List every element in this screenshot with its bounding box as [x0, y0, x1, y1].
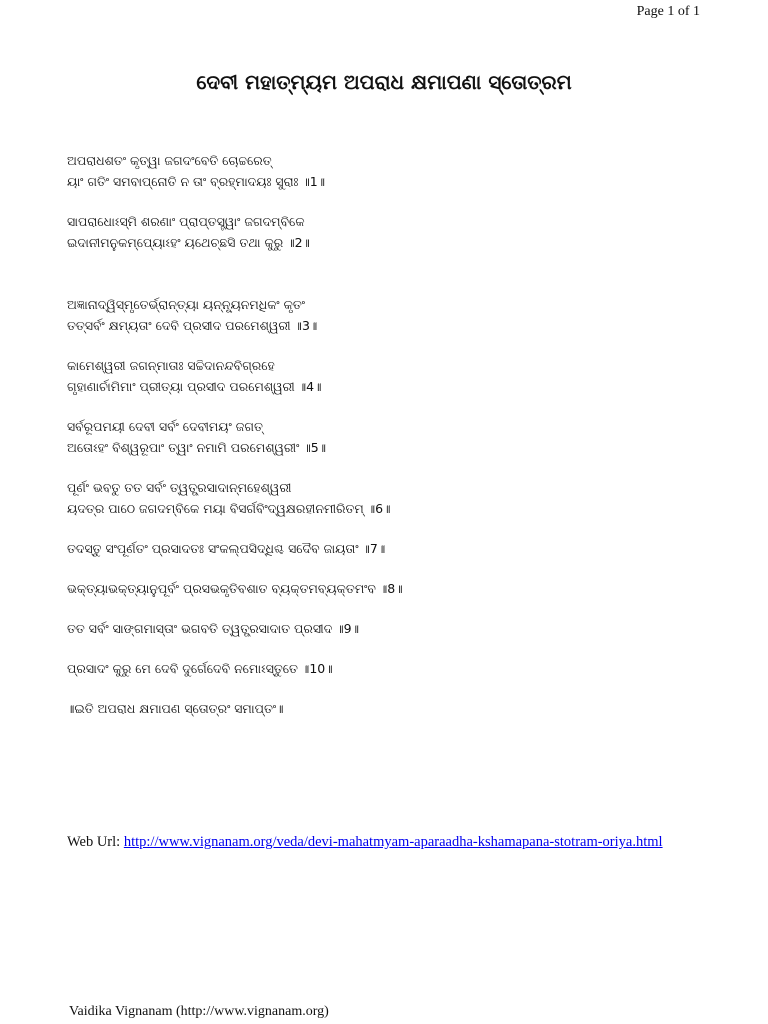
verse-2	[67, 211, 727, 253]
verse-line: ଅତୋଽହଂ ବିଶ୍ୱରୂପାଂ ତ୍ୱାଂ ନମାମି ପରମେଶ୍ୱରୀଂ ॥5॥	[67, 440, 327, 455]
verse-line: ଇଦାନୀମନୁକମ୍ପ୍ୟୋଽହଂ ୟଥେଚ୍ଛସି ତଥା କୁରୁ ॥2॥	[67, 235, 310, 250]
verse-line: ତତ୍ସର୍ବଂ କ୍ଷମ୍ୟତାଂ ଦେବି ପ୍ରସୀଦ ପରମେଶ୍ୱରୀ ॥3॥	[67, 318, 318, 333]
footer-credit: Vaidika Vignanam (http://www.vignanam.org)	[69, 1004, 329, 1019]
verse-3	[67, 294, 727, 336]
page-number: Page 1 of 1	[636, 4, 700, 19]
verse-5	[67, 416, 727, 458]
verse-line: ସାପରାଧୋଽସ୍ମି ଶରଣାଂ ପ୍ରାପ୍ତସ୍ତ୍ୱାଂ ଜଗଦମ୍ବିକେ	[67, 214, 305, 229]
web-url	[67, 834, 663, 851]
verse-line: ତଦସ୍ତୁ ସଂପୂର୍ଣତଂ ପ୍ରସାଦତଃ ସଂକଲ୍ପସିଦ୍ଧିଶ୍ଚ ସଦୈବ ଜାୟତାଂ ॥7॥	[67, 541, 386, 556]
closing-line	[67, 698, 727, 719]
verse-10	[67, 658, 727, 679]
verse-list	[67, 150, 727, 719]
verse-9	[67, 618, 727, 639]
verse-4	[67, 355, 727, 397]
verse-line: ଅପରାଧଶତଂ କୃତ୍ୱା ଜଗଦଂବେତି ଚୋଚ୍ଚରେତ୍	[67, 153, 272, 168]
verse-line: ୟଦତ୍ର ପାଠେ ଜଗଦମ୍ବିକେ ମୟା ବିସର୍ଗବିଂଦ୍ୱକ୍ଷରହୀନମୀରିତମ୍ ॥6॥	[67, 501, 391, 516]
verse-6	[67, 477, 727, 519]
verse-line: ଭକ୍ତ୍ୟାଭକ୍ତ୍ୟାନୁପୂର୍ବଂ ପ୍ରସଭକୃତିବଶାତ ବ୍ୟକ୍ତମବ୍ୟକ୍ତମଂବ ॥8॥	[67, 581, 403, 596]
verse-line: ଗୃହାଣାର୍ଚାମିମାଂ ପ୍ରୀତ୍ୟା ପ୍ରସୀଦ ପରମେଶ୍ୱରୀ ॥4॥	[67, 379, 322, 394]
verse-8	[67, 578, 727, 599]
document-title: ଦେବୀ ମହାତ୍ମ୍ୟମ ଅପରାଧ କ୍ଷମାପଣା ସ୍ତୋତ୍ରମ	[196, 70, 572, 94]
verse-line: ଅଜ୍ଞାନାଦ୍ୱିସ୍ମୃତେର୍ଭ୍ରାନ୍ତ୍ୟା ୟନ୍ନ୍ୟୂନମଧିକଂ କୃତଂ	[67, 297, 305, 312]
verse-line: ୟାଂ ଗତିଂ ସମବାପ୍ନୋତି ନ ତାଂ ବ୍ରହ୍ମାଦୟଃ ସୁରାଃ ॥1॥	[67, 174, 326, 189]
verse-line: ସର୍ବରୂପମୟୀ ଦେବୀ ସର୍ବଂ ଦେବୀମୟଂ ଜଗତ୍	[67, 419, 263, 434]
verse-line: କାମେଶ୍ୱରୀ ଜଗନ୍ମାତାଃ ସଚ୍ଚିଦାନନ୍ଦବିଗ୍ରହେ	[67, 358, 275, 373]
verse-line: ପୂର୍ଣଂ ଭବତୁ ତତ ସର୍ବଂ ତ୍ୱତ୍ପ୍ରସାଦାନ୍ମହେଶ୍ୱରୀ	[67, 480, 292, 495]
verse-line: ପ୍ରସାଦଂ କୁରୁ ମେ ଦେବି ଦୁର୍ଗେଦେବି ନମୋଽସ୍ତୁତେ ॥10॥	[67, 661, 333, 676]
verse-1	[67, 150, 727, 192]
web-url-label: Web Url:	[67, 834, 121, 850]
verse-7	[67, 538, 727, 559]
web-url-link[interactable]: http://www.vignanam.org/veda/devi-mahatmyam-aparaadha-kshamapana-stotram-oriya.html	[123, 834, 663, 850]
verse-line: ତତ ସର୍ବଂ ସାଙ୍ଗମାସ୍ତାଂ ଭଗବତି ତ୍ୱତ୍ପ୍ରସାଦାତ ପ୍ରସୀଦ ॥9॥	[67, 621, 360, 636]
verse-line: ॥ଇତି ଅପରାଧ କ୍ଷମାପଣ ସ୍ତୋତ୍ରଂ ସମାପ୍ତଂ॥	[67, 701, 284, 716]
